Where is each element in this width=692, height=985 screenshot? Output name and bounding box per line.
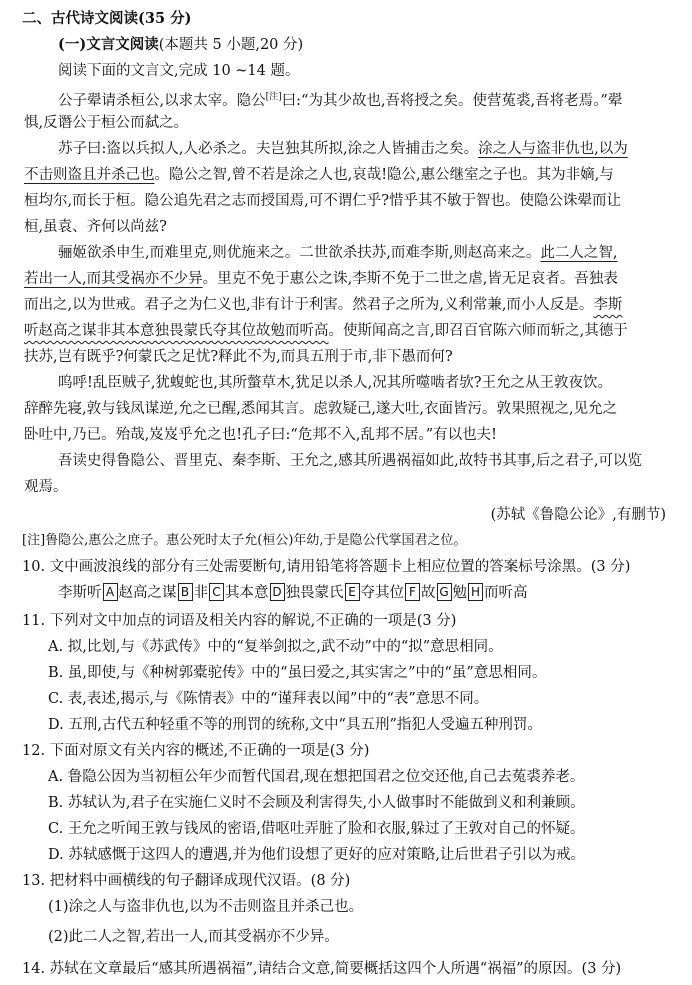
underlined-sentence-1: 不击则盗且并杀己也	[24, 167, 155, 183]
passage-line: 而出之,以为世戒。君子之为仁义也,非有计于利害。然君子之所为,义利常兼,而小人反是。李斯	[24, 297, 623, 313]
underlined-sentence-1: 涂之人与盗非仇也,以为	[478, 141, 628, 157]
question-10-segments: 李斯听 A 赵高之谋 B 非 C 其本意 D 独畏蒙氏 E 夺其位 F 故 G 勉 H 而听高	[58, 585, 528, 601]
question-13-stem: 13. 把材料中画横线的句子翻译成现代汉语。(8 分)	[22, 873, 351, 889]
passage-line: 骊姬欲杀申生,而难里克,则优施来之。二世欲杀扶苏,而难李斯,则赵高来之。此二人之智,	[58, 245, 618, 261]
passage-line: 扶苏,岂有既乎?何蒙氏之足忧?释此不为,而具五刑于市,非下愚而何?	[24, 349, 453, 365]
wavy-underlined-text: 李斯	[593, 297, 623, 313]
question-14-stem: 14. 苏轼在文章最后“感其所遇祸福”,请结合文意,简要概括这四个人所遇“祸福”的原因。(3 分)	[22, 961, 622, 977]
subsection-title: (一)文言文阅读	[58, 36, 159, 53]
question-10-stem: 10. 文中画波浪线的部分有三处需要断句,请用铅笔将答题卡上相应位置的答案标号涂黑。(3 分)	[22, 559, 631, 575]
passage-line: 桓均尔,而长于桓。隐公追先君之志而授国焉,可不谓仁乎?惜乎其不敏于智也。使隐公诛翚而让	[24, 193, 621, 209]
subsection-heading	[58, 32, 303, 58]
section-title: 二、古代诗文阅读(35 分)	[22, 10, 192, 27]
underlined-sentence-2: 若出一人,而其受祸亦不少异	[24, 271, 203, 287]
question-11-option-c[interactable]: C. 表,表述,揭示,与《陈情表》中的“谨拜表以闻”中的“表”意思不同。	[48, 691, 489, 707]
passage-line: 吾读史得鲁隐公、晋里克、秦李斯、王允之,感其所遇祸福如此,故特书其事,后之君子,可以览	[58, 453, 642, 469]
passage-line: 听赵高之谋非其本意独畏蒙氏夺其位故勉而听高。使斯闻高之言,即召百官陈六师而斩之,其德于	[24, 323, 628, 339]
break-option-h[interactable]: H	[468, 583, 483, 601]
passage-line: 观焉。	[24, 479, 68, 495]
question-13-item-2: (2)此二人之智,若出一人,而其受祸亦不少异。	[48, 929, 339, 945]
passage-line: 惧,反谮公于桓公而弑之。	[24, 115, 189, 131]
instruction: 阅读下面的文言文,完成 10 ~14 题。	[58, 63, 300, 79]
break-option-g[interactable]: G	[437, 583, 452, 601]
question-12-option-c[interactable]: C. 王允之听闻王敦与钱凤的密语,借呕吐弄脏了脸和衣服,躲过了王敦对自己的怀疑。	[48, 821, 585, 837]
passage-line: 辞醉先寝,敦与钱凤谋逆,允之已醒,悉闻其言。虑敦疑己,遂大吐,衣面皆污。敦果照视之,见允之	[24, 401, 618, 417]
passage-line: 不击则盗且并杀己也。隐公之智,曾不若是涂之人也,哀哉!隐公,惠公继室之子也。其为非嫡,与	[24, 167, 614, 183]
question-11-option-b[interactable]: B. 虽,即使,与《种树郭橐驼传》中的“虽曰爱之,其实害之”中的“虽”意思相同。	[48, 665, 547, 681]
passage-line: 公子翚请杀桓公,以求太宰。隐公[注]曰:“为其少故也,吾将授之矣。使营菟裘,吾将老焉。”翚	[58, 92, 623, 109]
footnote: [注]鲁隐公,惠公之庶子。惠公死时太子允(桓公)年幼,于是隐公代掌国君之位。	[22, 533, 467, 548]
passage-line: 苏子曰:盗以兵拟人,人必杀之。夫岂独其所拟,涂之人皆捕击之矣。涂之人与盗非仇也,以为	[58, 141, 628, 157]
break-option-a[interactable]: A	[103, 583, 118, 601]
question-12-option-a[interactable]: A. 鲁隐公因为当初桓公年少而暂代国君,现在想把国君之位交还他,自己去菟裘养老。	[48, 769, 585, 785]
passage-line: 若出一人,而其受祸亦不少异。里克不免于惠公之诛,李斯不免于二世之虐,皆无足哀者。吾独表	[24, 271, 618, 287]
passage-source: (苏轼《鲁隐公论》,有删节)	[490, 507, 666, 523]
break-option-b[interactable]: B	[178, 583, 193, 601]
footnote-mark: [注]	[265, 92, 282, 102]
question-12-option-d[interactable]: D. 苏轼感慨于这四人的遭遇,并为他们设想了更好的应对策略,让后世君子引以为戒。	[48, 847, 586, 863]
wavy-underlined-text: 听赵高之谋非其本意独畏蒙氏夺其位故勉而听高	[24, 323, 329, 339]
subsection-note: (本题共 5 小题,20 分)	[158, 37, 304, 53]
break-option-f[interactable]: F	[405, 583, 420, 601]
question-11-option-d[interactable]: D. 五刑,古代五种轻重不等的刑罚的统称,文中“具五刑”指犯人受遍五种刑罚。	[48, 717, 542, 733]
question-11-option-a[interactable]: A. 拟,比划,与《苏武传》中的“复举剑拟之,武不动”中的“拟”意思相同。	[48, 639, 503, 655]
break-option-c[interactable]: C	[209, 583, 224, 601]
passage-line: 桓,虽袁、齐何以尚兹?	[24, 219, 167, 235]
question-12-option-b[interactable]: B. 苏轼认为,君子在实施仁义时不会顾及利害得失,小人做事时不能做到义和利兼顾。	[48, 795, 585, 811]
underlined-sentence-2: 此二人之智,	[540, 245, 618, 261]
question-11-stem: 11. 下列对文中加点的词语及相关内容的解说,不正确的一项是(3 分)	[22, 613, 457, 629]
break-option-e[interactable]: E	[345, 583, 360, 601]
break-option-d[interactable]: D	[270, 583, 285, 601]
question-12-stem: 12. 下面对原文有关内容的概述,不正确的一项是(3 分)	[22, 743, 370, 759]
passage-line: 卧吐中,乃已。殆哉,岌岌乎允之也!孔子曰:“危邦不入,乱邦不居。”有以也夫!	[24, 427, 497, 443]
question-13-item-1: (1)涂之人与盗非仇也,以为不击则盗且并杀己也。	[48, 899, 364, 915]
passage-line: 呜呼!乱臣贼子,犹蝮蛇也,其所螫草木,犹足以杀人,况其所噬啮者欤?王允之从王敦夜饮。	[58, 375, 613, 391]
